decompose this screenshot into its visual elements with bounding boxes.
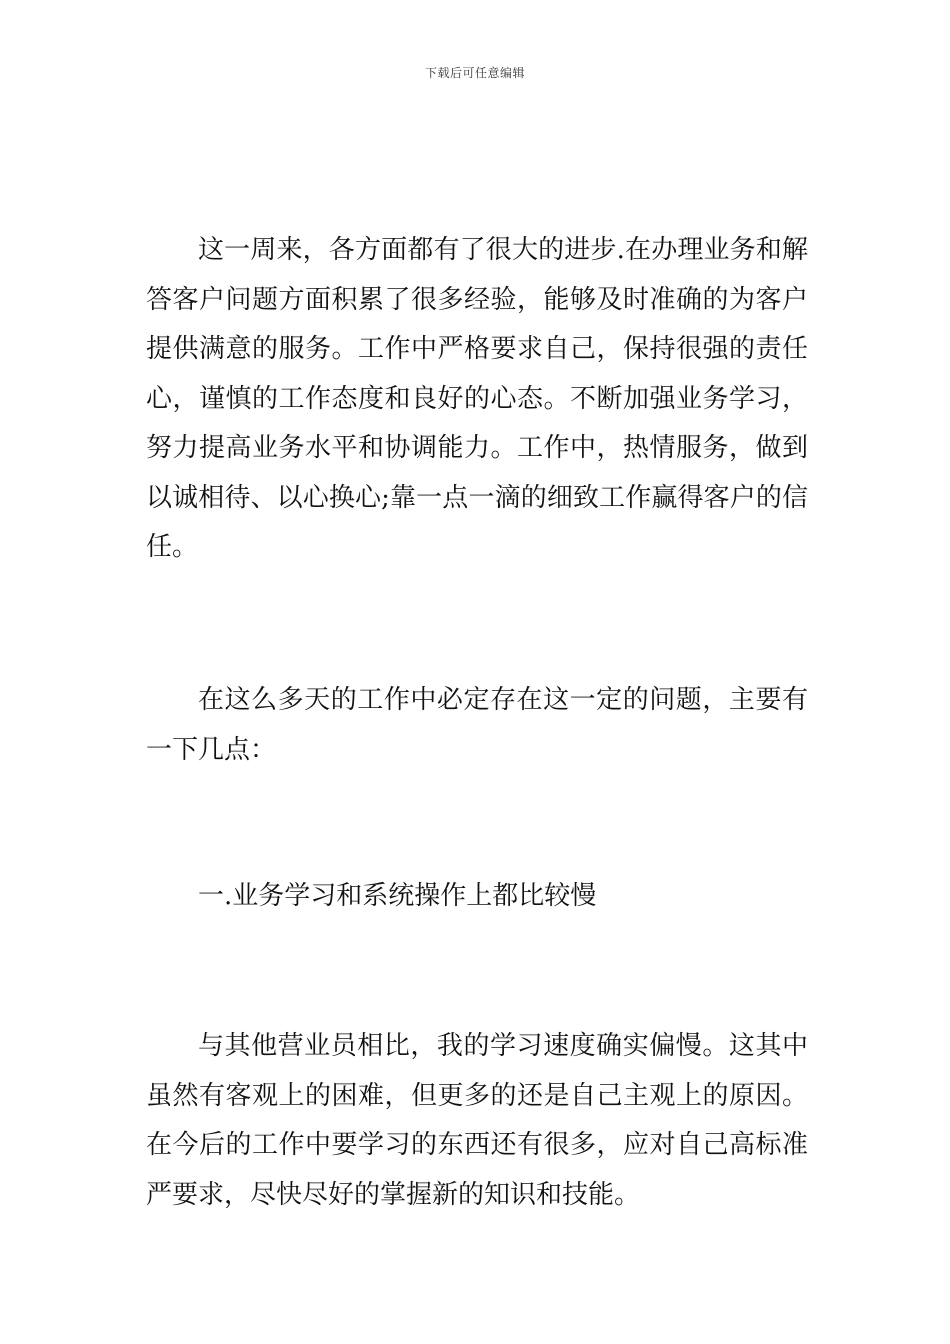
section-heading-slow-learning: 一.业务学习和系统操作上都比较慢 (198, 881, 597, 911)
header-editable-note: 下载后可任意编辑 (424, 66, 525, 80)
paragraph-learning-speed: 与其他营业员相比，我的学习速度确实偏慢。这其中虽然有客观上的困难，但更多的还是自己主观上的原因。在今后的工作中要学习的东西还有很多，应对自己高标准严要求，尽快尽好的掌握新的知识和技能。 (146, 1031, 808, 1210)
paragraph-problems-intro: 在这么多天的工作中必定存在这一定的问题，主要有一下几点： (146, 685, 808, 765)
paragraph-weekly-progress: 这一周来，各方面都有了很大的进步.在办理业务和解答客户问题方面积累了很多经验，能够及时准确的为客户提供满意的服务。工作中严格要求自己，保持很强的责任心，谨慎的工作态度和良好的心态。不断加强业务学习，努力提高业务水平和协调能力。工作中，热情服务，做到以诚相待、以心换心;靠一点一滴的细致工作赢得客户的信任。 (146, 235, 808, 562)
